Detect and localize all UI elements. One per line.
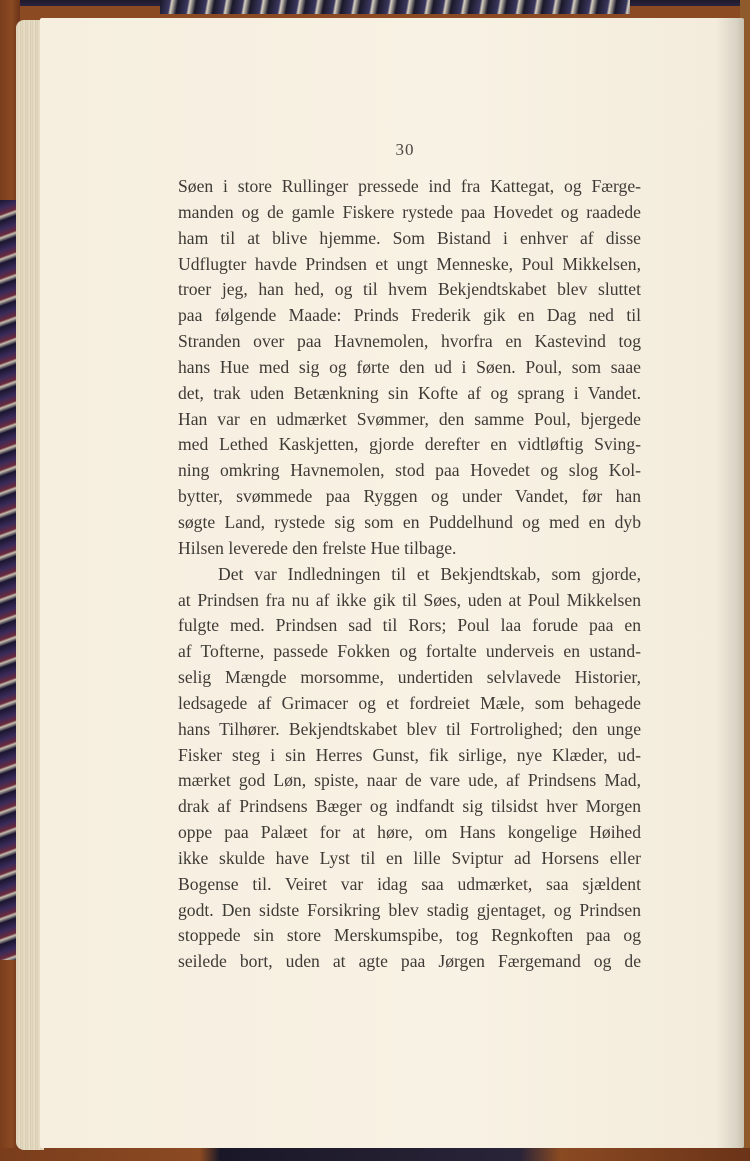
text-line: Han var en udmærket Svømmer, den samme Poul, bjergede [178,408,641,429]
text-line: bytter, svømmede paa Ryggen og under Vandet, før han [178,486,641,507]
text-line: manden og de gamle Fiskere rystede paa Hovedet og raadede [178,201,641,222]
text-line: seilede bort, uden at agte paa Jørgen Færgemand og de [178,951,641,972]
text-line: ham til at blive hjemme. Som Bistand i enhver af disse [178,227,641,248]
text-line: mærket god Løn, spiste, naar de vare ude, af Prindsens Mad, [178,770,641,791]
text-line: hans Hue med sig og førte den ud i Søen. Poul, som saae [178,356,641,377]
text-line: ikke skulde have Lyst til en lille Sviptur ad Horsens eller [178,847,641,868]
text-line: Fisker steg i sin Herres Gunst, fik sirlige, nye Klæder, ud- [178,744,641,765]
text-line: stoppede sin store Merskumspibe, tog Regnkoften paa og [178,925,641,946]
text-line: med Lethed Kaskjetten, gjorde derefter en vidtløftig Sving- [178,434,641,455]
text-line: drak af Prindsens Bæger og indfandt sig tilsidst hver Morgen [178,796,641,817]
text-line: selig Mængde morsomme, undertiden selvlavede Historier, [178,667,641,688]
text-line: godt. Den sidste Forsikring blev stadig gjentaget, og Prindsen [178,899,641,920]
text-line: fulgte med. Prindsen sad til Rors; Poul laa forude paa en [178,615,641,636]
marbled-endpaper-top [160,0,630,14]
cover-edge-bottom [0,1148,750,1161]
text-line: troer jeg, han hed, og til hvem Bekjendtskabet blev sluttet [178,279,641,300]
text-line: Stranden over paa Havnemolen, hvorfra en Kastevind tog [178,331,641,352]
text-line: af Tofterne, passede Fokken og fortalte underveis en ustand- [178,641,641,662]
text-line: ning omkring Havnemolen, stod paa Hovedet og slog Kol- [178,460,641,481]
text-line: Udflugter havde Prindsen et ungt Menneske, Poul Mikkelsen, [178,253,641,274]
text-line: at Prindsen fra nu af ikke gik til Søes, uden at Poul Mikkelsen [178,589,641,610]
text-line: Bogense til. Veiret var idag saa udmærket, saa sjældent [178,873,641,894]
text-line: oppe paa Palæet for at høre, om Hans kongelige Høihed [178,822,641,843]
text-line: det, trak uden Betænkning sin Kofte af og sprang i Vandet. [178,382,641,403]
text-line: hans Tilhører. Bekjendtskabet blev til Fortrolighed; den unge [178,718,641,739]
text-line: ledsagede af Grimacer og et fordreiet Mæle, som behagede [178,692,641,713]
text-line: Hilsen leverede den frelste Hue tilbage. [178,537,457,558]
text-line: søgte Land, rystede sig som en Puddelhund og med en dyb [178,511,641,532]
page-number: 30 [395,140,415,159]
text-line: paa følgende Maade: Prinds Frederik gik en Dag ned til [178,305,641,326]
text-line: Søen i store Rullinger pressede ind fra Kattegat, og Færge- [178,176,641,196]
text-line: Det var Indledningen til et Bekjendtskab, som gjorde, [218,563,641,584]
body-text [178,174,641,975]
